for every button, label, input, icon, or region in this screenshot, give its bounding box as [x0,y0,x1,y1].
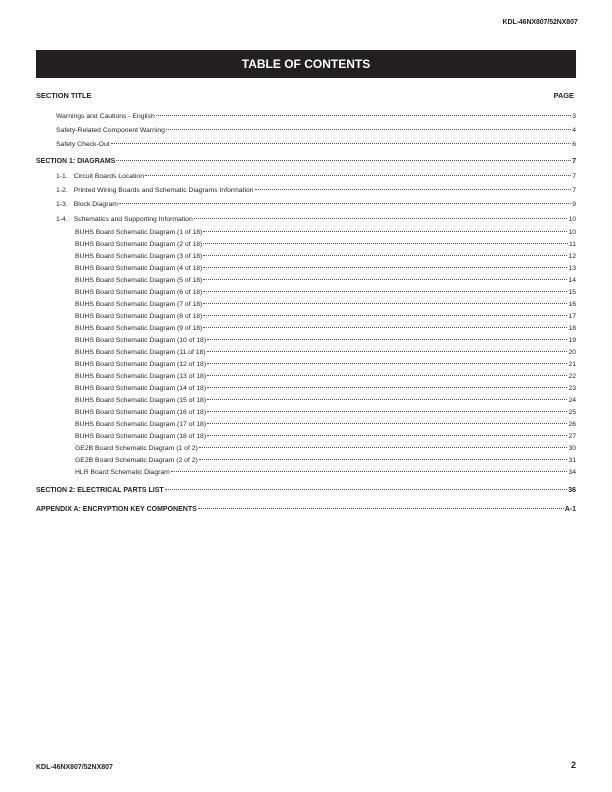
dot-leader [199,458,568,460]
toc-entry-label: BUHS Board Schematic Diagram (13 of 18) [75,373,207,380]
toc-entry-label: BUHS Board Schematic Diagram (15 of 18) [75,397,207,404]
dot-leader [165,488,568,490]
toc-entry[interactable] [56,215,576,224]
toc-entry-number: 1-4. [56,216,68,223]
toc-entry[interactable] [75,336,576,345]
toc-entry-label: BUHS Board Schematic Diagram (6 of 18) [75,289,203,296]
toc-entry-page: 17 [568,313,576,320]
toc-entry-label: Safety Check-Out [56,141,110,148]
toc-entry[interactable] [36,505,576,514]
toc-entry-number: 1-3. [56,201,68,208]
toc-entry-label: BUHS Board Schematic Diagram (2 of 18) [75,241,203,248]
toc-entry[interactable] [36,157,576,166]
toc-entry[interactable] [75,228,576,237]
toc-entry[interactable] [75,396,576,405]
toc-entry-label: Block Diagram [73,201,118,208]
toc-entry-page: 7 [572,187,576,194]
toc-entry-page: 12 [568,253,576,260]
dot-leader [171,470,568,472]
toc-entry[interactable] [36,486,576,495]
toc-entry-label: BUHS Board Schematic Diagram (11 of 18) [75,349,206,356]
dot-leader [255,188,572,190]
column-header-page: PAGE [553,91,574,100]
toc-entry-page: 26 [568,421,576,428]
toc-entry-page: 21 [568,361,576,368]
toc-entry-label: Warnings and Cautions - English [56,113,155,120]
toc-entry[interactable] [75,408,576,417]
toc-entry[interactable] [56,186,576,195]
toc-entry-label: Printed Wiring Boards and Schematic Diagrams Information [73,187,254,194]
toc-entry-page: 20 [568,349,576,356]
toc-entry-page: 3 [572,113,576,120]
toc-entry-page: 36 [568,487,576,494]
dot-leader [203,278,567,280]
dot-leader [119,202,571,204]
toc-entry-page: 6 [572,141,576,148]
dot-leader [207,374,567,376]
toc-entry[interactable] [75,456,576,465]
toc-entry-page: 7 [572,173,576,180]
toc-entry[interactable] [75,420,576,429]
dot-leader [203,290,567,292]
toc-entry-page: 15 [568,289,576,296]
dot-leader [207,434,567,436]
toc-entry-label: HLR Board Schematic Diagram [75,469,170,476]
toc-entry[interactable] [75,312,576,321]
toc-entry[interactable] [75,468,576,477]
toc-entry[interactable] [75,384,576,393]
toc-entry-label: BUHS Board Schematic Diagram (10 of 18) [75,337,207,344]
dot-leader [111,142,572,144]
dot-leader [199,446,568,448]
dot-leader [116,159,571,161]
toc-entry-page: 27 [568,433,576,440]
dot-leader [203,242,568,244]
toc-entry[interactable] [75,360,576,369]
toc-entry-label: SECTION 2: ELECTRICAL PARTS LIST [36,487,164,494]
dot-leader [207,362,567,364]
toc-entry-page: 14 [568,277,576,284]
page-title: TABLE OF CONTENTS [36,50,576,78]
dot-leader [207,350,568,352]
toc-entry[interactable] [75,324,576,333]
dot-leader [207,410,567,412]
dot-leader [203,266,567,268]
toc-entry[interactable] [75,372,576,381]
dot-leader [156,114,571,116]
toc-entry[interactable] [75,264,576,273]
toc-entry[interactable] [56,172,576,181]
toc-entry-label: BUHS Board Schematic Diagram (18 of 18) [75,433,207,440]
toc-entry-page: 31 [568,457,576,464]
toc-entry-page: 18 [568,325,576,332]
toc-entry-label: BUHS Board Schematic Diagram (7 of 18) [75,301,203,308]
toc-entry-label: Schematics and Supporting Information [73,216,193,223]
footer-model: KDL-46NX807/52NX807 [36,762,113,771]
toc-entry-label: BUHS Board Schematic Diagram (5 of 18) [75,277,203,284]
toc-entry-page: 10 [568,216,576,223]
toc-entry-page: 7 [572,158,576,165]
dot-leader [203,254,567,256]
dot-leader [207,338,567,340]
dot-leader [207,398,567,400]
toc-entry-label: BUHS Board Schematic Diagram (16 of 18) [75,409,207,416]
toc-entry[interactable] [75,348,576,357]
footer-page-number: 2 [570,760,576,770]
dot-leader [203,314,567,316]
dot-leader [207,422,567,424]
toc-entry[interactable] [56,112,576,121]
toc-entry-number: 1-2. [56,187,68,194]
dot-leader [203,230,567,232]
toc-entry-label: BUHS Board Schematic Diagram (4 of 18) [75,265,203,272]
toc-entry-label: GE2B Board Schematic Diagram (2 of 2) [75,457,198,464]
toc-entry[interactable] [75,432,576,441]
toc-entry[interactable] [75,276,576,285]
toc-entry-number: 1-1. [56,173,68,180]
toc-entry-page: 23 [568,385,576,392]
dot-leader [145,174,571,176]
toc-entry-label: BUHS Board Schematic Diagram (12 of 18) [75,361,207,368]
toc-entry-page: 19 [568,337,576,344]
toc-entry[interactable] [75,240,576,249]
toc-entry[interactable] [75,300,576,309]
toc-entry-page: 4 [572,127,576,134]
toc-entry-label: Circuit Boards Location [73,173,144,180]
header-model: KDL-46NX807/52NX807 [502,17,578,26]
toc-entry[interactable] [56,200,576,209]
toc-entry[interactable] [56,126,576,135]
toc-entry[interactable] [75,444,576,453]
toc-entry-label: APPENDIX A: ENCRYPTION KEY COMPONENTS [36,506,197,513]
toc-entry-label: BUHS Board Schematic Diagram (1 of 18) [75,229,203,236]
toc-entry[interactable] [56,140,576,149]
column-header-section-title: SECTION TITLE [36,91,92,100]
toc-entry-page: A-1 [564,506,576,513]
toc-entry-page: 30 [568,445,576,452]
toc-entry-label: BUHS Board Schematic Diagram (14 of 18) [75,385,207,392]
dot-leader [203,326,567,328]
toc-entry-label: BUHS Board Schematic Diagram (8 of 18) [75,313,203,320]
dot-leader [194,217,568,219]
toc-entry-page: 9 [572,201,576,208]
toc-entry-label: Safety-Related Component Warning [56,127,165,134]
dot-leader [198,507,564,509]
toc-entry-page: 13 [568,265,576,272]
toc-entry[interactable] [75,252,576,261]
toc-entry-page: 34 [568,469,576,476]
toc-entry-label: SECTION 1: DIAGRAMS [36,158,116,165]
dot-leader [203,302,567,304]
toc-entry-page: 24 [568,397,576,404]
dot-leader [166,128,571,130]
toc-entry-label: GE2B Board Schematic Diagram (1 of 2) [75,445,198,452]
toc-entry-label: BUHS Board Schematic Diagram (17 of 18) [75,421,207,428]
toc-entry-page: 16 [568,301,576,308]
toc-entry-label: BUHS Board Schematic Diagram (9 of 18) [75,325,203,332]
toc-entry[interactable] [75,288,576,297]
toc-entry-page: 22 [568,373,576,380]
toc-entry-page: 10 [568,229,576,236]
dot-leader [207,386,567,388]
toc-entry-page: 11 [568,241,576,248]
toc-entry-label: BUHS Board Schematic Diagram (3 of 18) [75,253,203,260]
toc-entry-page: 25 [568,409,576,416]
